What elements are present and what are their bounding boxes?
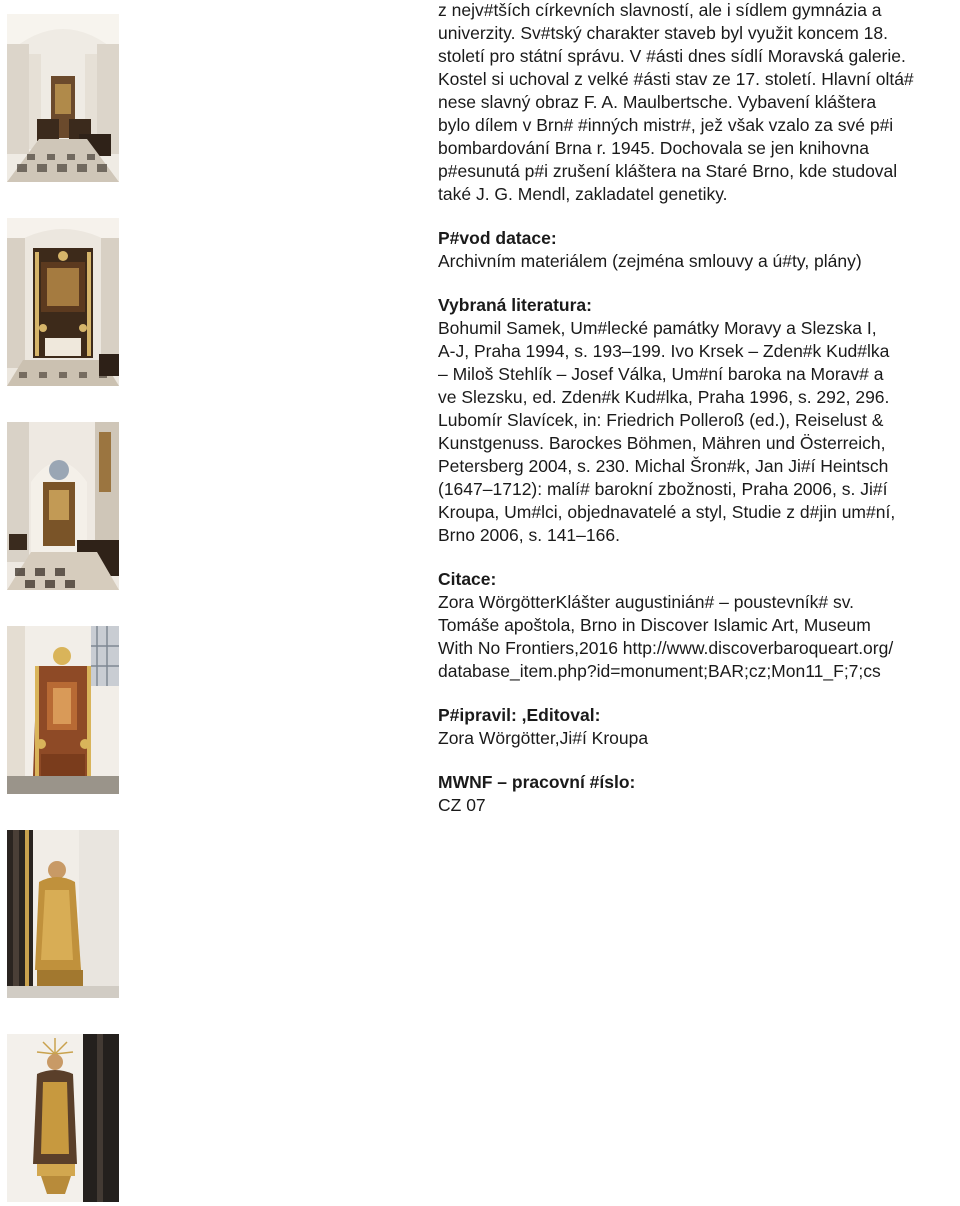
- literature-line: A-J, Praha 1994, s. 193–199. Ivo Krsek – Zden#k Kud#lka: [438, 341, 890, 361]
- intro-line: z nejv#tších církevních slavností, ale i sídlem gymnázia a: [438, 0, 882, 20]
- intro-paragraph: [438, 0, 953, 206]
- work-number-heading: MWNF – pracovní #íslo:: [438, 772, 636, 792]
- work-number-section: [438, 771, 953, 817]
- dating-source-heading: P#vod datace:: [438, 228, 557, 248]
- text-column: [438, 0, 953, 817]
- church-nave-photo: [7, 14, 119, 182]
- intro-line: také J. G. Mendl, zakladatel genetiky.: [438, 184, 728, 204]
- citation-heading: Citace:: [438, 569, 497, 589]
- literature-line: Kunstgenuss. Barockes Böhmen, Mähren und Österreich,: [438, 433, 886, 453]
- literature-line: ve Slezsku, ed. Zden#k Kud#lka, Praha 1996, s. 292, 296.: [438, 387, 890, 407]
- literature-line: Brno 2006, s. 141–166.: [438, 525, 620, 545]
- editors-heading: P#ipravil: ,Editoval:: [438, 705, 601, 725]
- editors-names: Zora Wörgötter,Ji#í Kroupa: [438, 728, 649, 748]
- citation-section: [438, 568, 953, 683]
- madonna-statue-photo: [7, 1034, 119, 1202]
- literature-line: (1647–1712): malí# barokní zbožnosti, Praha 2006, s. Ji#í: [438, 479, 888, 499]
- work-number-value: CZ 07: [438, 795, 486, 815]
- citation-line: database_item.php?id=monument;BAR;cz;Mon11_F;7;cs: [438, 661, 881, 681]
- literature-line: – Miloš Stehlík – Josef Válka, Um#ní baroka na Morav# a: [438, 364, 884, 384]
- citation-line: With No Frontiers,2016 http://www.discoverbaroqueart.org/: [438, 638, 894, 658]
- editors-section: [438, 704, 953, 750]
- intro-line: století pro státní správu. V #ásti dnes sídlí Moravská galerie.: [438, 46, 906, 66]
- side-chapel-photo: [7, 422, 119, 590]
- intro-line: nese slavný obraz F. A. Maulbertsche. Vybavení kláštera: [438, 92, 877, 112]
- literature-line: Lubomír Slavícek, in: Friedrich Polleroß (ed.), Reiselust &: [438, 410, 884, 430]
- literature-line: Petersberg 2004, s. 230. Michal Šron#k, Jan Ji#í Heintsch: [438, 456, 889, 476]
- literature-line: Kroupa, Um#lci, objednavatelé a styl, Studie z d#jin um#ní,: [438, 502, 896, 522]
- citation-line: Tomáše apoštola, Brno in Discover Islamic Art, Museum: [438, 615, 871, 635]
- intro-line: p#esunutá p#i zrušení kláštera na Staré Brno, kde studoval: [438, 161, 898, 181]
- intro-line: Kostel si uchoval z velké #ásti stav ze 17. století. Hlavní oltá#: [438, 69, 914, 89]
- main-altar-photo: [7, 218, 119, 386]
- dating-source-text: Archivním materiálem (zejména smlouvy a ú#ty, plány): [438, 251, 862, 271]
- literature-section: [438, 294, 953, 547]
- literature-heading: Vybraná literatura:: [438, 295, 592, 315]
- dating-source-section: [438, 227, 953, 273]
- citation-line: Zora WörgötterKlášter augustinián# – poustevník# sv.: [438, 592, 855, 612]
- literature-line: Bohumil Samek, Um#lecké památky Moravy a Slezska I,: [438, 318, 877, 338]
- gilded-side-altar-photo: [7, 626, 119, 794]
- intro-line: univerzity. Sv#tský charakter staveb byl využit koncem 18.: [438, 23, 888, 43]
- intro-line: bombardování Brna r. 1945. Dochovala se jen knihovna: [438, 138, 869, 158]
- saint-statue-photo: [7, 830, 119, 998]
- intro-line: bylo dílem v Brn# #inných mistr#, jež však vzalo za své p#i: [438, 115, 894, 135]
